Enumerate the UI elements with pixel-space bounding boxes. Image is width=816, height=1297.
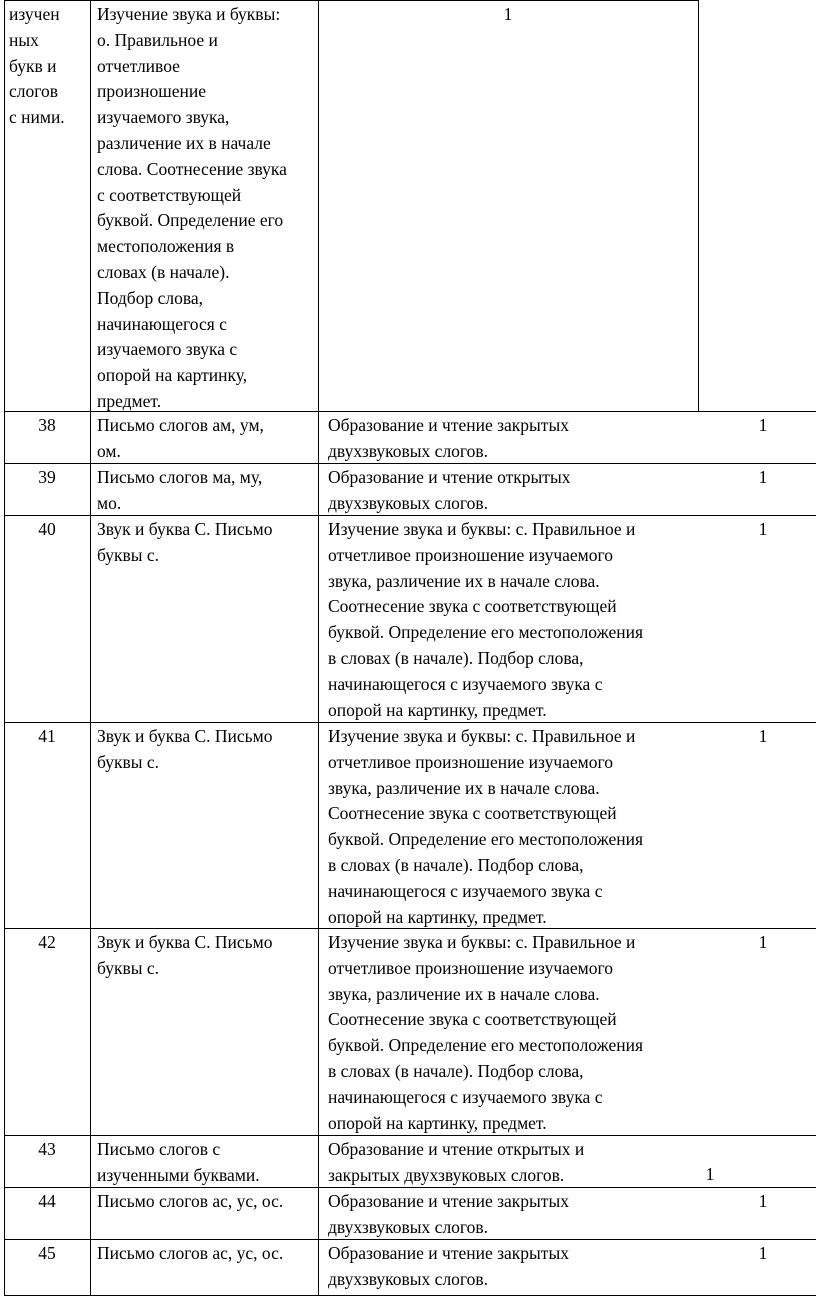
row-number: 40 — [38, 519, 56, 539]
row-hours: 1 — [705, 1164, 715, 1184]
row-number: 38 — [38, 415, 56, 435]
row-content: Изучение звука и буквы: с. Правильное и отчетливое произношение изучаемого звука, различение их в начале слова. Соотнесение звука с соответствующей буквой. Определение его местоположения в словах (в начале). Подбор слова, начинающегося с изучаемого звука с опорой на картинку, предмет. — [328, 726, 644, 927]
row-topic: Письмо слогов ас, ус, ос. — [97, 1243, 284, 1263]
row-topic: Звук и буква С. Письмо буквы с. — [97, 932, 273, 978]
row-content: Образование и чтение закрытых двухзвуковых слогов. — [328, 415, 569, 461]
row-content: Образование и чтение закрытых двухзвуковых слогов. — [328, 1243, 569, 1289]
row-number: 41 — [38, 726, 56, 746]
row-number: 44 — [38, 1191, 56, 1211]
row-number: 43 — [38, 1139, 56, 1159]
row-content: Изучение звука и буквы: с. Правильное и отчетливое произношение изучаемого звука, различение их в начале слова. Соотнесение звука с соответствующей буквой. Определение его местоположения в словах (в начале). Подбор слова, начинающегося с изучаемого звука с опорой на картинку, предмет. — [328, 932, 644, 1133]
row-content: Образование и чтение открытых двухзвуковых слогов. — [328, 467, 571, 513]
row-topic: Письмо слогов ма, му, мо. — [97, 467, 263, 513]
row-hours: 1 — [758, 1191, 768, 1211]
row-content: Образование и чтение открытых и закрытых двухзвуковых слогов. — [328, 1139, 585, 1185]
row-content: Образование и чтение закрытых двухзвуковых слогов. — [328, 1191, 569, 1237]
row-number: 42 — [38, 932, 56, 952]
row-hours: 1 — [758, 726, 768, 746]
row-topic: Письмо слогов ам, ум, ом. — [97, 415, 264, 461]
table-border-bottom — [4, 1295, 816, 1296]
row-content: Изучение звука и буквы: с. Правильное и отчетливое произношение изучаемого звука, различение их в начале слова. Соотнесение звука с соответствующей буквой. Определение его местоположения в словах (в начале). Подбор слова, начинающегося с изучаемого звука с опорой на картинку, предмет. — [328, 519, 644, 720]
row-hours: 1 — [758, 415, 768, 435]
column-divider — [90, 0, 91, 1296]
row-topic: Звук и буква С. Письмо буквы с. — [97, 519, 273, 565]
table-border-left — [4, 0, 5, 1296]
row-number: 39 — [38, 467, 56, 487]
continued-content-cell: Изучение звука и буквы: о. Правильное и отчетливое произношение изучаемого звука, различение их в начале слова. Соотнесение звука с соответствующей буквой. Определение его местоположения в словах (в начале). Подбор слова, начинающегося с изучаемого звука с опорой на картинку, предмет. — [97, 4, 287, 411]
continued-hours-cell: 1 — [503, 4, 513, 24]
row-hours: 1 — [758, 467, 768, 487]
continued-topic-cell: изучен ных букв и слогов с ними. — [9, 4, 65, 128]
column-divider — [318, 0, 319, 1296]
row-topic: Звук и буква С. Письмо буквы с. — [97, 726, 273, 772]
row-topic: Письмо слогов с изученными буквами. — [97, 1139, 260, 1185]
row-hours: 1 — [758, 1243, 768, 1263]
column-divider — [698, 0, 699, 412]
row-hours: 1 — [758, 932, 768, 952]
row-topic: Письмо слогов ас, ус, ос. — [97, 1191, 284, 1211]
row-hours: 1 — [758, 519, 768, 539]
table-border-top — [4, 0, 698, 1]
row-number: 45 — [38, 1243, 56, 1263]
